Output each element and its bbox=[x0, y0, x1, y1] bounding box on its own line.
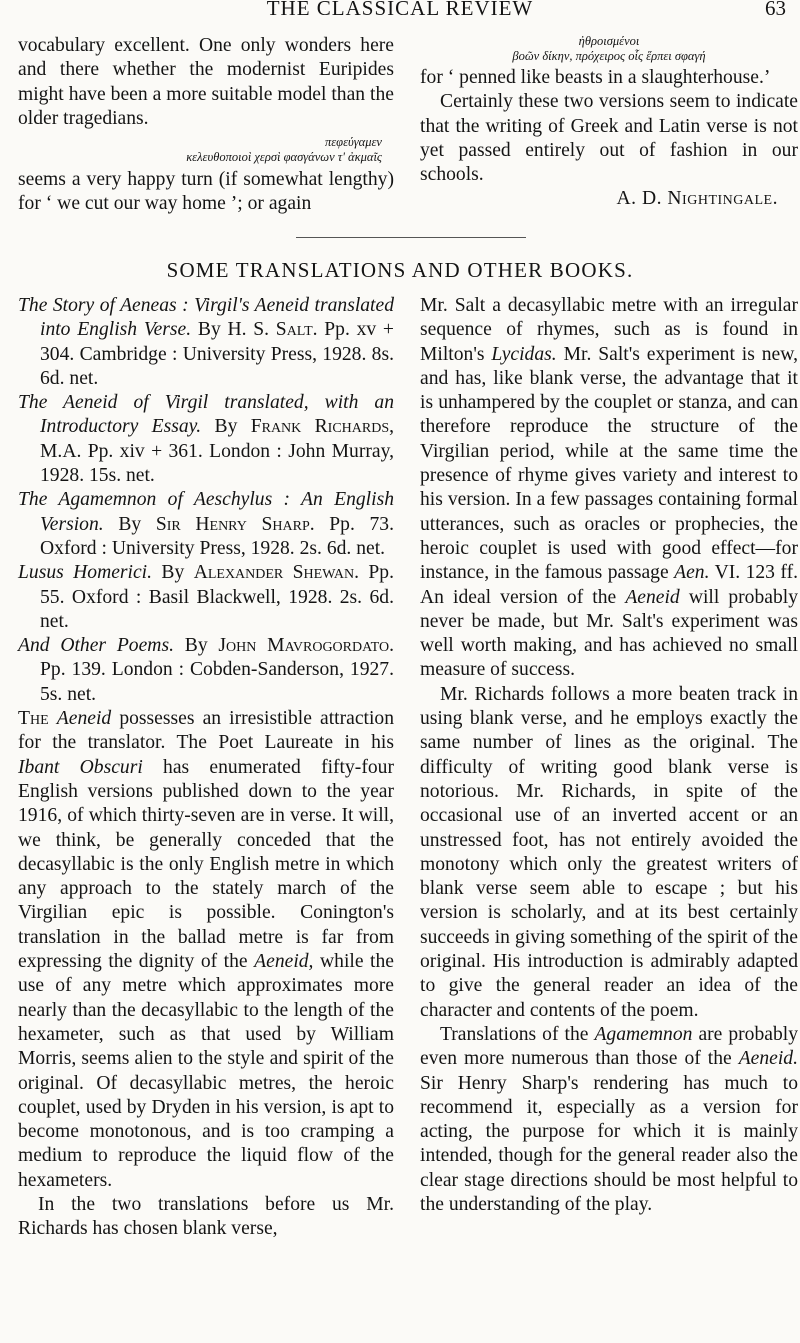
book-title: The Agamemnon of Aeschylus : An English Version. bbox=[18, 489, 394, 535]
text-run: VI. 123 ff. An ideal version of the bbox=[420, 562, 799, 608]
text-run: are probably even more numerous than those of the bbox=[420, 1023, 799, 1070]
book-author: Alexander Shewan. bbox=[193, 562, 359, 584]
text-run: Mr. Salt's experiment is new, and has, like blank verse, the advantage that it is unhampered by the couplet or stanza, and can therefore reproduce the structure of the Virgilian period, while at the same time the presence of rhyme gives variety and interest to his version. In a few passages containing formal utterances, such as oracles or prophecies, the heroic couplet is used with good effect—for instance, in the famous passage bbox=[420, 343, 798, 584]
book-author: John Mavrogordato. bbox=[218, 635, 394, 657]
lead-word: The bbox=[18, 708, 49, 730]
text-run: Sir Henry Sharp's rendering has much to recommend it, especially as a version for acting, the purpose for which it is mainly intended, though for the general reader also the clear stage directions should be most helpful to the understanding of the play. bbox=[420, 1072, 798, 1215]
italic-title: Ibant Obscuri bbox=[18, 756, 143, 778]
author-signature: A. D. Nightingale. bbox=[616, 188, 778, 210]
greek-quotation-1 bbox=[18, 135, 394, 165]
book-title: And Other Poems. bbox=[18, 635, 174, 657]
by-label: By bbox=[197, 319, 221, 341]
left-body-column bbox=[18, 294, 394, 1242]
salt-paragraph bbox=[420, 294, 798, 683]
page-number: 63 bbox=[765, 0, 786, 20]
bibliography-entry bbox=[18, 294, 394, 391]
running-title: THE CLASSICAL REVIEW bbox=[266, 0, 534, 20]
book-author: Sir Henry Sharp. bbox=[155, 513, 315, 535]
text-run: Translations of the bbox=[440, 1023, 589, 1045]
bibliography-entry bbox=[18, 634, 394, 707]
bibliography-list bbox=[18, 294, 394, 707]
greek-quotation-2-line-2: βοῶν δίκην, πρόχειρος οἷς ἕρπει σφαγή bbox=[512, 49, 706, 63]
two-translations-paragraph: In the two translations before us Mr. Richards has chosen blank verse, bbox=[18, 1193, 394, 1240]
greek-quotation-1-line-2: κελευθοποιοὶ χερσὶ φασγάνων τ' ἀκμαῖς bbox=[186, 150, 382, 165]
right-body-column bbox=[420, 294, 798, 1217]
book-details: Pp. 139. London : Cobden-Sanderson, 1927. 5s. net. bbox=[40, 659, 394, 705]
book-title: Lusus Homerici. bbox=[18, 562, 153, 584]
bibliography-entry bbox=[18, 391, 394, 488]
by-label: By bbox=[184, 635, 208, 657]
aeneid-paragraph bbox=[18, 707, 394, 1193]
text-run: has enumerated fifty-four English versions published down to the year 1916, of which thirty-seven are in verse. It will, we think, be generally conceded that the decasyllabic is the only English metre in which any approach to the stately march of the Virgilian epic is possible. Conington's translation in the ballad metre is far from expressing the dignity of the bbox=[18, 756, 394, 973]
book-details: Pp. xv + 304. Cambridge : University Press, 1928. 8s. 6d. net. bbox=[40, 319, 394, 389]
richards-paragraph: Mr. Richards follows a more beaten track in using blank verse, and he employs exactly the same number of lines as the original. The difficulty of writing good blank verse is notorious. Mr. Richards, in spite of the occasional use of an inverted accent or an unstressed foot, has not entirely avoided the monotony which only the greatest writers of blank verse seem able to escape ; but his version is scholarly, and at its best certainly succeeds in giving something of the spirit of the original. His introduction is admirably adapted to give the general reader an idea of the character and contents of the poem. bbox=[420, 683, 798, 1021]
greek-quotation-2-line-1: ἠθροισμένοι bbox=[578, 34, 640, 48]
by-label: By bbox=[161, 562, 185, 584]
section-divider bbox=[296, 237, 526, 238]
book-title: The Story of Aeneas : Virgil's Aeneid translated into English Verse. bbox=[18, 295, 394, 341]
text-run: will probably never be made, but Mr. Salt's experiment was well worth making, and has achieved no small measure of success. bbox=[420, 586, 799, 681]
book-author: H. S. Salt. bbox=[227, 319, 318, 341]
review-end-paragraph: vocabulary excellent. One only wonders here and there whether the modernist Euripides might have been a more suitable model than the older tragedians. bbox=[18, 35, 394, 129]
book-author: Frank Richards, M.A. bbox=[40, 416, 395, 462]
greek-quotation-1-line-1: πεφεύγαμεν bbox=[324, 135, 382, 150]
by-label: By bbox=[214, 416, 238, 438]
text-run: while the use of any metre which approximates more nearly than the decasyllabic to the length of the hexameter, such as that used by William Morris, seems alien to the style and spirit of the original. Of decasyllabic metres, the heroic couplet, used by Dryden in his version, is apt to become monotonous, and is too cramping a medium to reproduce the liquid flow of the hexameters. bbox=[18, 951, 394, 1191]
bibliography-entry bbox=[18, 561, 394, 634]
text-run: Mr. Salt a decasyllabic metre with an irregular sequence of rhymes, such as is found in Milton's bbox=[420, 295, 798, 365]
top-right-column bbox=[420, 34, 798, 212]
page-header bbox=[0, 0, 800, 18]
italic-title: Agamemnon bbox=[594, 1023, 693, 1045]
review-comment-paragraph: seems a very happy turn (if somewhat lengthy) for ‘ we cut our way home ’; or again bbox=[18, 169, 394, 215]
italic-title: Aeneid bbox=[56, 708, 112, 730]
book-details: Pp. xiv + 361. London : John Murray, 1928. 15s. net. bbox=[40, 440, 394, 487]
agamemnon-paragraph bbox=[420, 1023, 798, 1217]
book-title: The Aeneid of Virgil translated, with an Introductory Essay. bbox=[18, 392, 394, 438]
bibliography-entry bbox=[18, 488, 394, 561]
italic-title: Aeneid. bbox=[738, 1048, 799, 1070]
italic-title: Aeneid bbox=[625, 586, 680, 608]
penned-paragraph: for ‘ penned like beasts in a slaughterhouse.’ bbox=[420, 67, 771, 88]
book-details: Pp. 73. Oxford : University Press, 1928. 2s. 6d. net. bbox=[40, 513, 394, 559]
section-heading: SOME TRANSLATIONS AND OTHER BOOKS. bbox=[166, 258, 634, 282]
top-left-column bbox=[18, 34, 394, 217]
book-details: Pp. 55. Oxford : Basil Blackwell, 1928. 2s. 6d. net. bbox=[40, 562, 394, 632]
text-run: possesses an irresistible attraction for the translator. The Poet Laureate in his bbox=[18, 708, 395, 754]
italic-title: Aeneid, bbox=[254, 951, 314, 973]
greek-quotation-2 bbox=[420, 34, 798, 64]
italic-title: Aen. bbox=[674, 562, 710, 584]
italic-title: Lycidas. bbox=[491, 343, 557, 365]
conclusion-paragraph: Certainly these two versions seem to indicate that the writing of Greek and Latin verse is not yet passed entirely out of fashion in our schools. bbox=[420, 91, 798, 186]
by-label: By bbox=[118, 513, 142, 535]
